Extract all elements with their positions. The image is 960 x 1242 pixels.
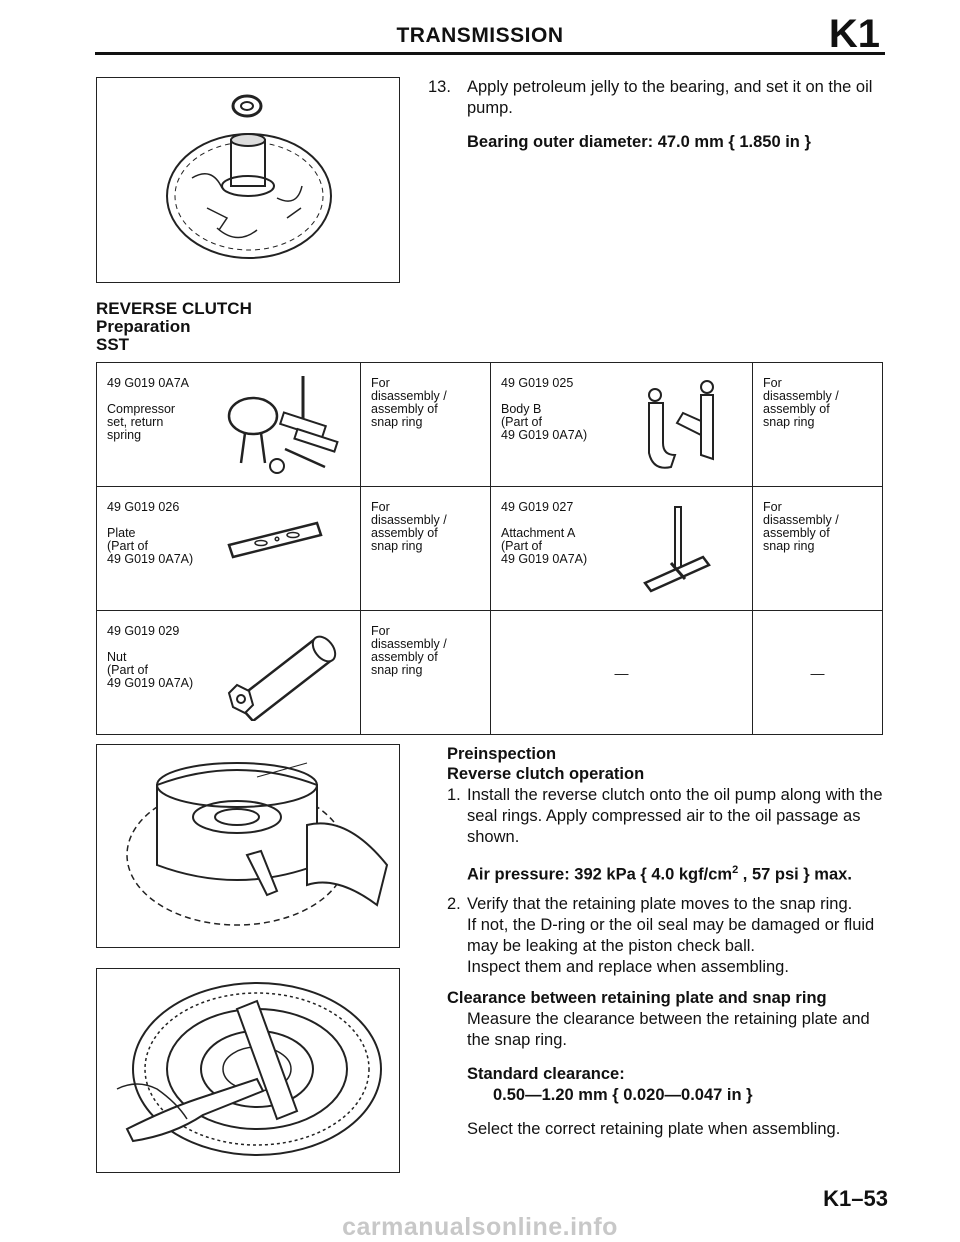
section-code: K1: [828, 12, 880, 56]
header-rule: [95, 52, 885, 55]
step-2-line3: may be leaking at the piston check ball.: [467, 937, 756, 955]
step-2-line4: Inspect them and replace when assembling.: [467, 958, 789, 976]
clearance-heading: Clearance between retaining plate and snap ring: [447, 989, 827, 1007]
preinspection-heading: Preinspection: [447, 745, 557, 763]
step-1-number: 1.: [447, 786, 461, 804]
sst-empty-use-cell: —: [753, 611, 883, 735]
reverse-clutch-operation-heading: Reverse clutch operation: [447, 765, 645, 783]
step-1-line3: shown.: [467, 828, 520, 846]
watermark: carmanualsonline.info: [342, 1213, 618, 1241]
step-2-number: 2.: [447, 895, 461, 913]
body-b-illustration: [631, 373, 731, 478]
step-2-line1: Verify that the retaining plate moves to the snap ring.: [467, 895, 853, 913]
sst-use-cell: For disassembly / assembly of snap ring: [753, 363, 883, 487]
standard-clearance-label: Standard clearance:: [467, 1065, 625, 1083]
step-1-line2: seal rings. Apply compressed air to the oil passage as: [467, 807, 861, 825]
sst-table: [96, 362, 883, 735]
step-13-text-line2: pump.: [467, 99, 513, 117]
sst-tool-cell: 49 G019 027 Attachment A (Part of 49 G019 0A7A): [491, 487, 753, 611]
oil-pump-bearing-illustration: [96, 77, 400, 283]
nut-illustration: [215, 621, 355, 721]
sst-heading: SST: [96, 335, 130, 354]
page-header-title: TRANSMISSION: [396, 24, 564, 47]
step-13-number: 13.: [428, 78, 451, 96]
plate-illustration: [225, 517, 325, 567]
attachment-a-illustration: [631, 501, 721, 601]
preparation-heading: Preparation: [96, 317, 191, 336]
sst-use-cell: For disassembly / assembly of snap ring: [361, 487, 491, 611]
step-1-line1: Install the reverse clutch onto the oil pump along with the: [467, 786, 883, 804]
clearance-line1: Measure the clearance between the retaining plate and: [467, 1010, 870, 1028]
sst-use-cell: For disassembly / assembly of snap ring: [753, 487, 883, 611]
sst-empty-tool-cell: —: [491, 611, 753, 735]
standard-clearance-value: 0.50—1.20 mm { 0.020—0.047 in }: [493, 1086, 753, 1104]
sst-use-cell: For disassembly / assembly of snap ring: [361, 611, 491, 735]
clearance-line2: the snap ring.: [467, 1031, 567, 1049]
step-13-text-line1: Apply petroleum jelly to the bearing, and set it on the oil: [467, 78, 873, 96]
reverse-clutch-air-test-illustration: [96, 744, 400, 948]
sst-tool-cell: 49 G019 026 Plate (Part of 49 G019 0A7A): [97, 487, 361, 611]
sst-tool-cell: 49 G019 0A7A Compressor set, return spring: [97, 363, 361, 487]
sst-use-cell: For disassembly / assembly of snap ring: [361, 363, 491, 487]
sst-tool-cell: 49 G019 029 Nut (Part of 49 G019 0A7A): [97, 611, 361, 735]
compressor-set-illustration: [215, 371, 355, 476]
bearing-diameter-spec: Bearing outer diameter: 47.0 mm { 1.850 in }: [467, 133, 811, 151]
clearance-measurement-illustration: [96, 968, 400, 1173]
air-pressure-spec: Air pressure: 392 kPa { 4.0 kgf/$cm^2$ , 57 psi } max.: [467, 864, 852, 884]
sst-tool-cell: 49 G019 025 Body B (Part of 49 G019 0A7A): [491, 363, 753, 487]
page-number: K1–53: [823, 1186, 888, 1211]
retaining-plate-note: Select the correct retaining plate when assembling.: [467, 1120, 841, 1138]
reverse-clutch-heading: REVERSE CLUTCH: [96, 299, 252, 318]
step-2-line2: If not, the D-ring or the oil seal may be damaged or fluid: [467, 916, 875, 934]
